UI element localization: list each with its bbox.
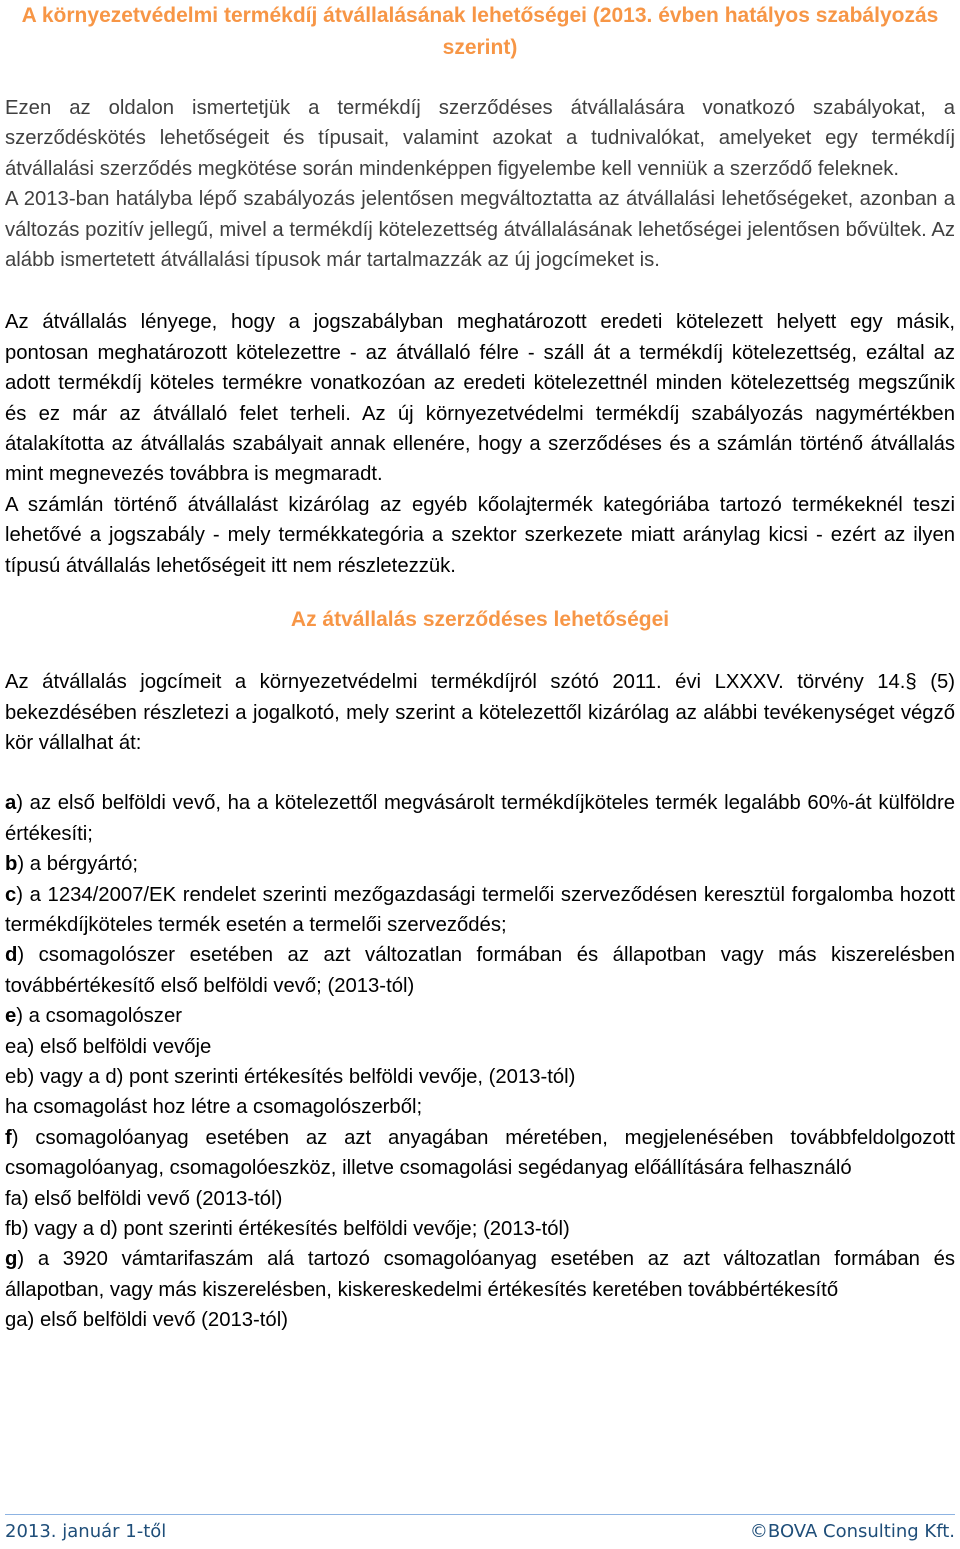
body-paragraph-2: A számlán történő átvállalást kizárólag az egyéb kőolajtermék kategóriába tartozó termékeknél teszi lehetővé a jogszabály - mely termékkategória a szektor szerkezete miatt aránylag kicsi - ezért az ilyen típusú átvállalás lehetőségeit itt nem részletezzük. (5, 493, 955, 577)
list-item-letter: f (5, 1126, 12, 1149)
list-item-text: ga) első belföldi vevő (2013-tól) (5, 1309, 288, 1332)
footer-date: 2013. január 1-től (5, 1521, 167, 1542)
list-item (5, 940, 955, 1001)
list-item-text: ) a csomagolószer (16, 1005, 182, 1028)
body-paragraph-1: Az átvállalás lényege, hogy a jogszabályban meghatározott eredeti kötelezett helyett egy másik, pontosan meghatározott kötelezettre - az átvállaló félre - száll át a termékdíj kötelezettség, ezáltal az adott termékdíj köteles termékre vonatkozóan az eredeti kötelezettnél minden kötelezettség megszűnik és ez már az átvállaló felet terheli. Az új környezetvédelmi termékdíj szabályozás nagymértékben átalakította az átvállalás szabályait annak ellenére, hogy a szerződéses és a számlán történő átvállalás mint megnevezés továbbra is megmaradt. (5, 311, 955, 486)
list-item-letter: e (5, 1005, 17, 1028)
list-item (5, 880, 955, 941)
list-item-letter: a (5, 792, 17, 815)
intro-paragraph-1: Ezen az oldalon ismertetjük a termékdíj szerződéses átvállalására vonatkozó szabályokat, a szerződéskötés lehetőségeit és típusait, valamint azokat a tudnivalókat, amelyeket egy termékdíj átvállalási szerződés megkötése során mindenképpen figyelembe kell venniük a szerződő feleknek. (5, 97, 955, 180)
intro-paragraph-2: A 2013-ban hatályba lépő szabályozás jelentősen megváltoztatta az átvállalási lehetőségeket, azonban a változás pozitív jellegű, mivel a termékdíj kötelezettség átvállalásának lehetőségei jelentősen bővültek. Az alább ismertetett átvállalási típusok már tartalmazzák az új jogcímeket is. (5, 188, 955, 272)
list-item (5, 1244, 955, 1305)
section-paragraph: Az átvállalás jogcímeit a környezetvédelmi termékdíjról szótó 2011. évi LXXXV. törvény 14.§ (5) bekezdésében részletezi a jogalkotó, mely szerint a kötelezettől kizárólag az alábbi tevékenységet végző kör vállalhat át: (5, 671, 955, 754)
list-item-text: ) az első belföldi vevő, ha a kötelezettől megvásárolt termékdíjköteles termék legalább 60%-át külföldre értékesíti; (5, 792, 955, 845)
section-title: Az átvállalás szerződéses lehetőségei (290, 608, 670, 632)
list-item-letter: c (5, 883, 17, 906)
list-item-text: ) csomagolószer esetében az azt változatlan formában és állapotban vagy más kiszerelésben továbbértékesítő első belföldi vevő; (2013-tól) (5, 944, 955, 997)
document-page (5, 0, 955, 1336)
list-item-letter: b (5, 853, 18, 876)
list-subitem (5, 1214, 955, 1244)
list-subitem (5, 1092, 955, 1122)
activity-list (5, 788, 955, 1335)
list-item (5, 1001, 955, 1031)
list-subitem (5, 1032, 955, 1062)
list-item-text: ea) első belföldi vevője (5, 1035, 212, 1058)
footer-copyright: ©BOVA Consulting Kft. (749, 1521, 955, 1542)
list-item-letter: d (5, 944, 18, 967)
list-item-text: ) a 3920 vámtarifaszám alá tartozó csomagolóanyag esetében az azt változatlan formában és állapotban, vagy más kiszerelésben, kiskereskedelmi értékesítés keretében továbbértékesítő (5, 1248, 955, 1301)
list-item-text: fa) első belföldi vevő (2013-tól) (5, 1187, 283, 1210)
page-footer (5, 1514, 955, 1549)
list-item-letter: g (5, 1248, 18, 1271)
list-item-text: ) a bérgyártó; (17, 853, 139, 876)
list-subitem (5, 1062, 955, 1092)
list-item-text: ) a 1234/2007/EK rendelet szerinti mezőgazdasági termelői szerveződésen keresztül forgalomba hozott termékdíjköteles termék esetén a termelői szerveződés; (5, 883, 955, 936)
list-item-text: fb) vagy a d) pont szerinti értékesítés belföldi vevője; (2013-tól) (5, 1218, 570, 1240)
list-item-text: ha csomagolást hoz létre a csomagolószerből; (5, 1096, 423, 1119)
list-item (5, 849, 955, 879)
list-subitem (5, 1184, 955, 1214)
list-subitem (5, 1305, 955, 1335)
list-item (5, 788, 955, 849)
list-item (5, 1123, 955, 1184)
page-title: A környezetvédelmi termékdíj átvállalásának lehetőségei (2013. évben hatályos szabályozás szerint) (21, 4, 939, 59)
list-item-text: ) csomagolóanyag esetében az azt anyagában méretében, megjelenésében továbbfeldolgozott csomagolóanyag, csomagolóeszköz, illetve csomagolási segédanyag előállítására felhasználó (5, 1126, 955, 1180)
list-item-text: eb) vagy a d) pont szerinti értékesítés belföldi vevője, (2013-tól) (5, 1065, 576, 1088)
